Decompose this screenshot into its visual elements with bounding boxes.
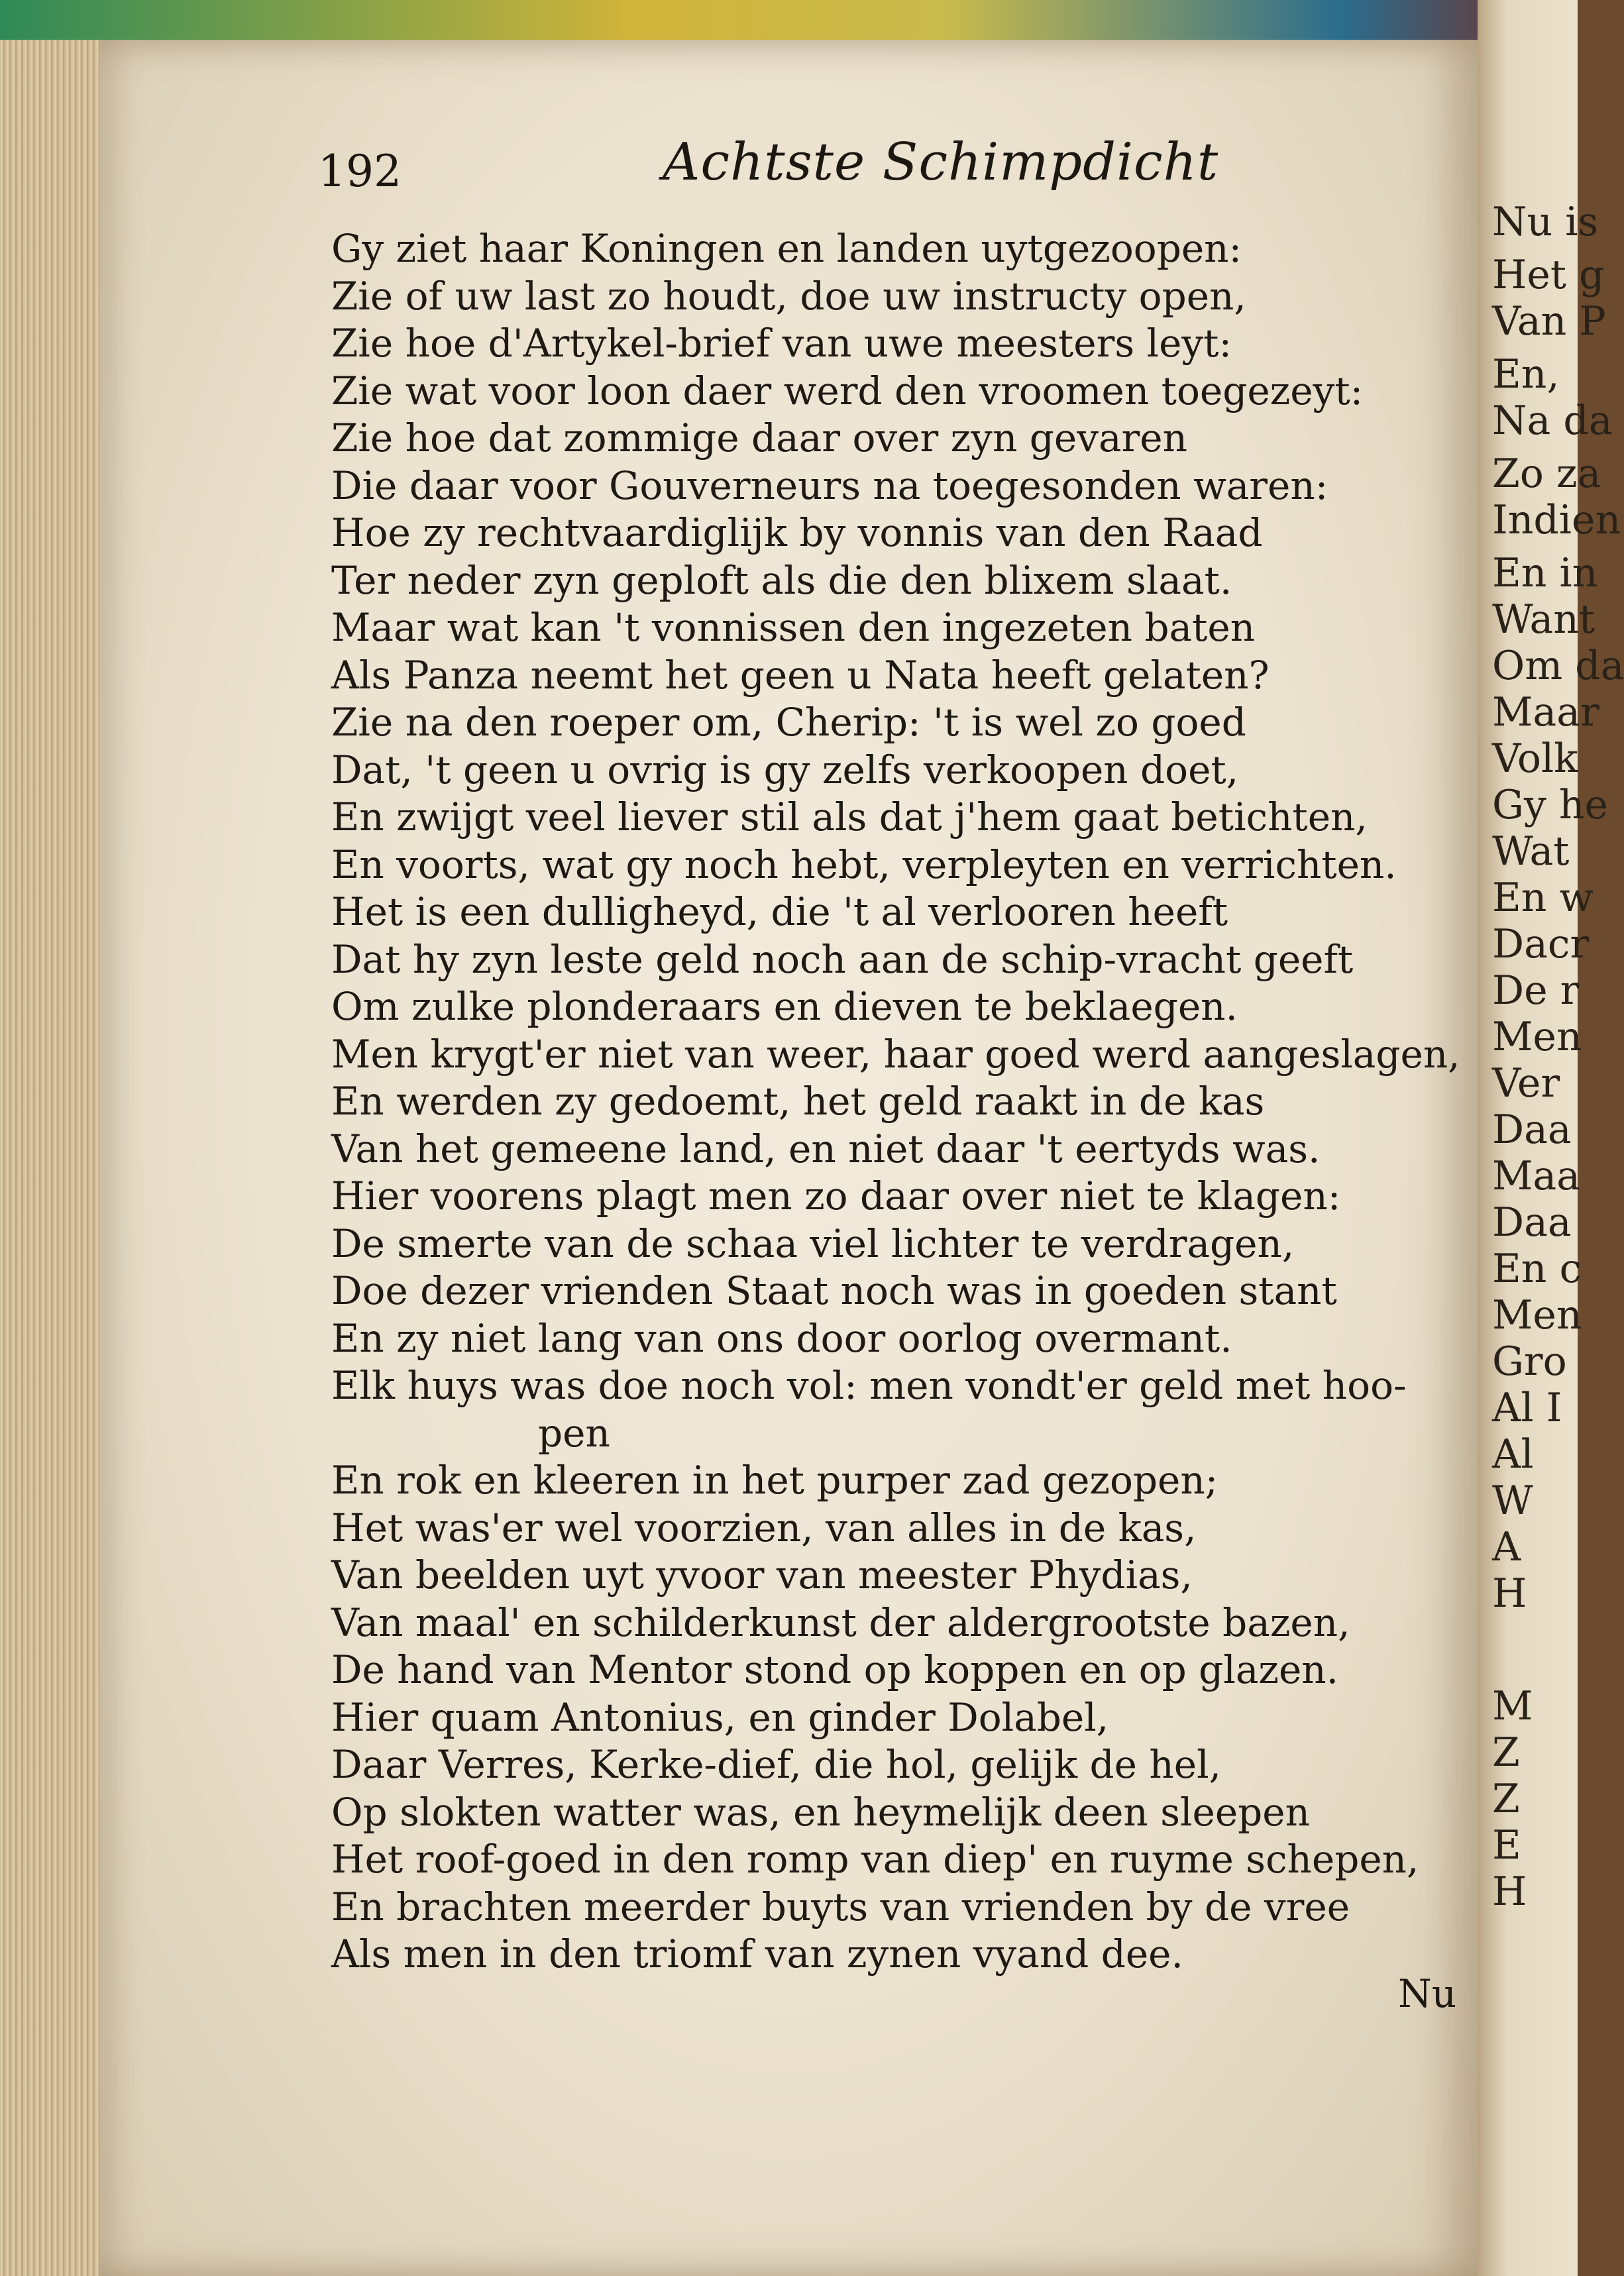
facing-page-fragment: Gy he bbox=[1492, 782, 1609, 828]
facing-page-fragment: Indien bbox=[1492, 497, 1621, 543]
verse-line: Als men in den triomf van zynen vyand dee. bbox=[331, 1931, 1183, 1977]
facing-page-fragment: Men bbox=[1492, 1014, 1582, 1060]
verse-line: En rok en kleeren in het purper zad gezopen; bbox=[331, 1458, 1218, 1503]
verse-line: Dat hy zyn leste geld noch aan de schip-vracht geeft bbox=[331, 936, 1354, 982]
verse-line: Zie of uw last zo houdt, doe uw instructy open, bbox=[331, 273, 1246, 319]
verse-line-continuation: pen bbox=[538, 1410, 610, 1456]
verse-line: Hier voorens plagt men zo daar over niet te klagen: bbox=[331, 1173, 1341, 1219]
facing-page-fragment: Al bbox=[1492, 1431, 1534, 1478]
verse-line: Ter neder zyn geploft als die den blixem slaat. bbox=[331, 557, 1232, 603]
verse-line: Dat, 't geen u ovrig is gy zelfs verkoopen doet, bbox=[331, 747, 1239, 792]
facing-page-fragment: Ver bbox=[1492, 1060, 1560, 1107]
verse-line: Zie na den roeper om, Cherip: 't is wel zo goed bbox=[331, 700, 1246, 745]
facing-page-fragment: Men bbox=[1492, 1292, 1582, 1338]
facing-page-fragment: En, bbox=[1492, 351, 1560, 398]
facing-page-fragment: De r bbox=[1492, 967, 1580, 1014]
page-number: 192 bbox=[318, 146, 402, 197]
facing-page-fragment: Volk bbox=[1492, 735, 1578, 782]
verse-line: En voorts, wat gy noch hebt, verpleyten en verrichten. bbox=[331, 841, 1397, 887]
facing-page-fragment: Het g bbox=[1492, 252, 1605, 298]
facing-page-fragment: Wat bbox=[1492, 828, 1570, 875]
facing-page-fragment: En in bbox=[1492, 550, 1598, 596]
facing-page-fragment: Gro bbox=[1492, 1338, 1567, 1385]
facing-page-fragment: H bbox=[1492, 1869, 1527, 1915]
verse-line: Zie hoe d'Artykel-brief van uwe meesters leyt: bbox=[331, 321, 1232, 366]
verse-line: Het was'er wel voorzien, van alles in de kas, bbox=[331, 1505, 1197, 1550]
facing-page-fragment: En c bbox=[1492, 1246, 1582, 1292]
running-head: Achtste Schimpdicht bbox=[663, 133, 1219, 192]
page-header bbox=[318, 99, 1444, 197]
verse-line: Doe dezer vrienden Staat noch was in goeden stant bbox=[331, 1268, 1337, 1313]
facing-page-fragment: Om da bbox=[1492, 643, 1624, 689]
page-edges bbox=[0, 40, 107, 2276]
verse-line: Van maal' en schilderkunst der aldergrootste bazen, bbox=[331, 1599, 1350, 1645]
facing-page-fragment: E bbox=[1492, 1822, 1521, 1869]
verse-line: En zy niet lang van ons door oorlog overmant. bbox=[331, 1315, 1232, 1361]
facing-page-fragment: Daa bbox=[1492, 1199, 1572, 1246]
verse-line: Die daar voor Gouverneurs na toegesonden waren: bbox=[331, 462, 1328, 508]
facing-page-fragment: Zo za bbox=[1492, 451, 1601, 497]
verse-line: En zwijgt veel liever stil als dat j'hem gaat betichten, bbox=[331, 794, 1368, 840]
facing-page-fragment: Maa bbox=[1492, 1153, 1580, 1199]
verse-line: De smerte van de schaa viel lichter te verdragen, bbox=[331, 1220, 1295, 1266]
facing-page-fragment: Na da bbox=[1492, 398, 1613, 444]
verse-line: Maar wat kan 't vonnissen den ingezeten baten bbox=[331, 605, 1256, 650]
facing-page-fragment: Z bbox=[1492, 1776, 1520, 1822]
verse-line: Van beelden uyt yvoor van meester Phydias, bbox=[331, 1552, 1193, 1598]
verse-line: Elk huys was doe noch vol: men vondt'er geld met hoo- bbox=[331, 1363, 1407, 1408]
facing-page-fragment: Maar bbox=[1492, 689, 1599, 735]
verse-line: En werden zy gedoemt, het geld raakt in de kas bbox=[331, 1079, 1265, 1124]
verse-line: Van het gemeene land, en niet daar 't eertyds was. bbox=[331, 1126, 1321, 1171]
facing-page-fragment: A bbox=[1492, 1524, 1521, 1570]
facing-page-fragment: Al I bbox=[1492, 1385, 1562, 1431]
facing-page-fragment: M bbox=[1492, 1683, 1533, 1729]
facing-page-fragment: Dacr bbox=[1492, 921, 1590, 967]
verse-line: Het roof-goed in den romp van diep' en ruyme schepen, bbox=[331, 1837, 1419, 1882]
verse-line: Zie hoe dat zommige daar over zyn gevaren bbox=[331, 415, 1187, 461]
facing-page-fragment: Want bbox=[1492, 596, 1595, 643]
verse-line: Hoe zy rechtvaardiglijk by vonnis van den Raad bbox=[331, 510, 1263, 555]
facing-page-fragment: H bbox=[1492, 1570, 1527, 1617]
verse-line: En brachten meerder buyts van vrienden by de vree bbox=[331, 1884, 1350, 1929]
verse-line: De hand van Mentor stond op koppen en op glazen. bbox=[331, 1647, 1339, 1692]
facing-page-fragment: Daa bbox=[1492, 1107, 1572, 1153]
verse-line: Om zulke plonderaars en dieven te beklaegen. bbox=[331, 984, 1238, 1029]
facing-page-fragment: W bbox=[1492, 1478, 1533, 1524]
facing-page-fragment: En w bbox=[1492, 875, 1594, 921]
verse-line: Als Panza neemt het geen u Nata heeft gelaten? bbox=[331, 652, 1270, 698]
facing-page bbox=[1478, 0, 1624, 2276]
verse-line: Men krygt'er niet van weer, haar goed werd aangeslagen, bbox=[331, 1031, 1460, 1077]
verse-line: Gy ziet haar Koningen en landen uytgezoopen: bbox=[331, 226, 1242, 271]
verse-line: Op slokten watter was, en heymelijk deen sleepen bbox=[331, 1789, 1310, 1835]
verse-line: Zie wat voor loon daer werd den vroomen toegezeyt: bbox=[331, 368, 1364, 413]
verse-line: Hier quam Antonius, en ginder Dolabel, bbox=[331, 1694, 1109, 1740]
verse-line: Het is een dulligheyd, die 't al verlooren heeft bbox=[331, 889, 1228, 934]
facing-page-fragment: Z bbox=[1492, 1729, 1520, 1776]
catchword: Nu bbox=[1398, 1971, 1457, 2016]
verse-line: Daar Verres, Kerke-dief, die hol, gelijk de hel, bbox=[331, 1742, 1222, 1787]
facing-page-fragment: Van P bbox=[1492, 298, 1606, 345]
facing-page-fragment: Nu is bbox=[1492, 199, 1599, 245]
poem-text bbox=[331, 225, 1458, 1978]
